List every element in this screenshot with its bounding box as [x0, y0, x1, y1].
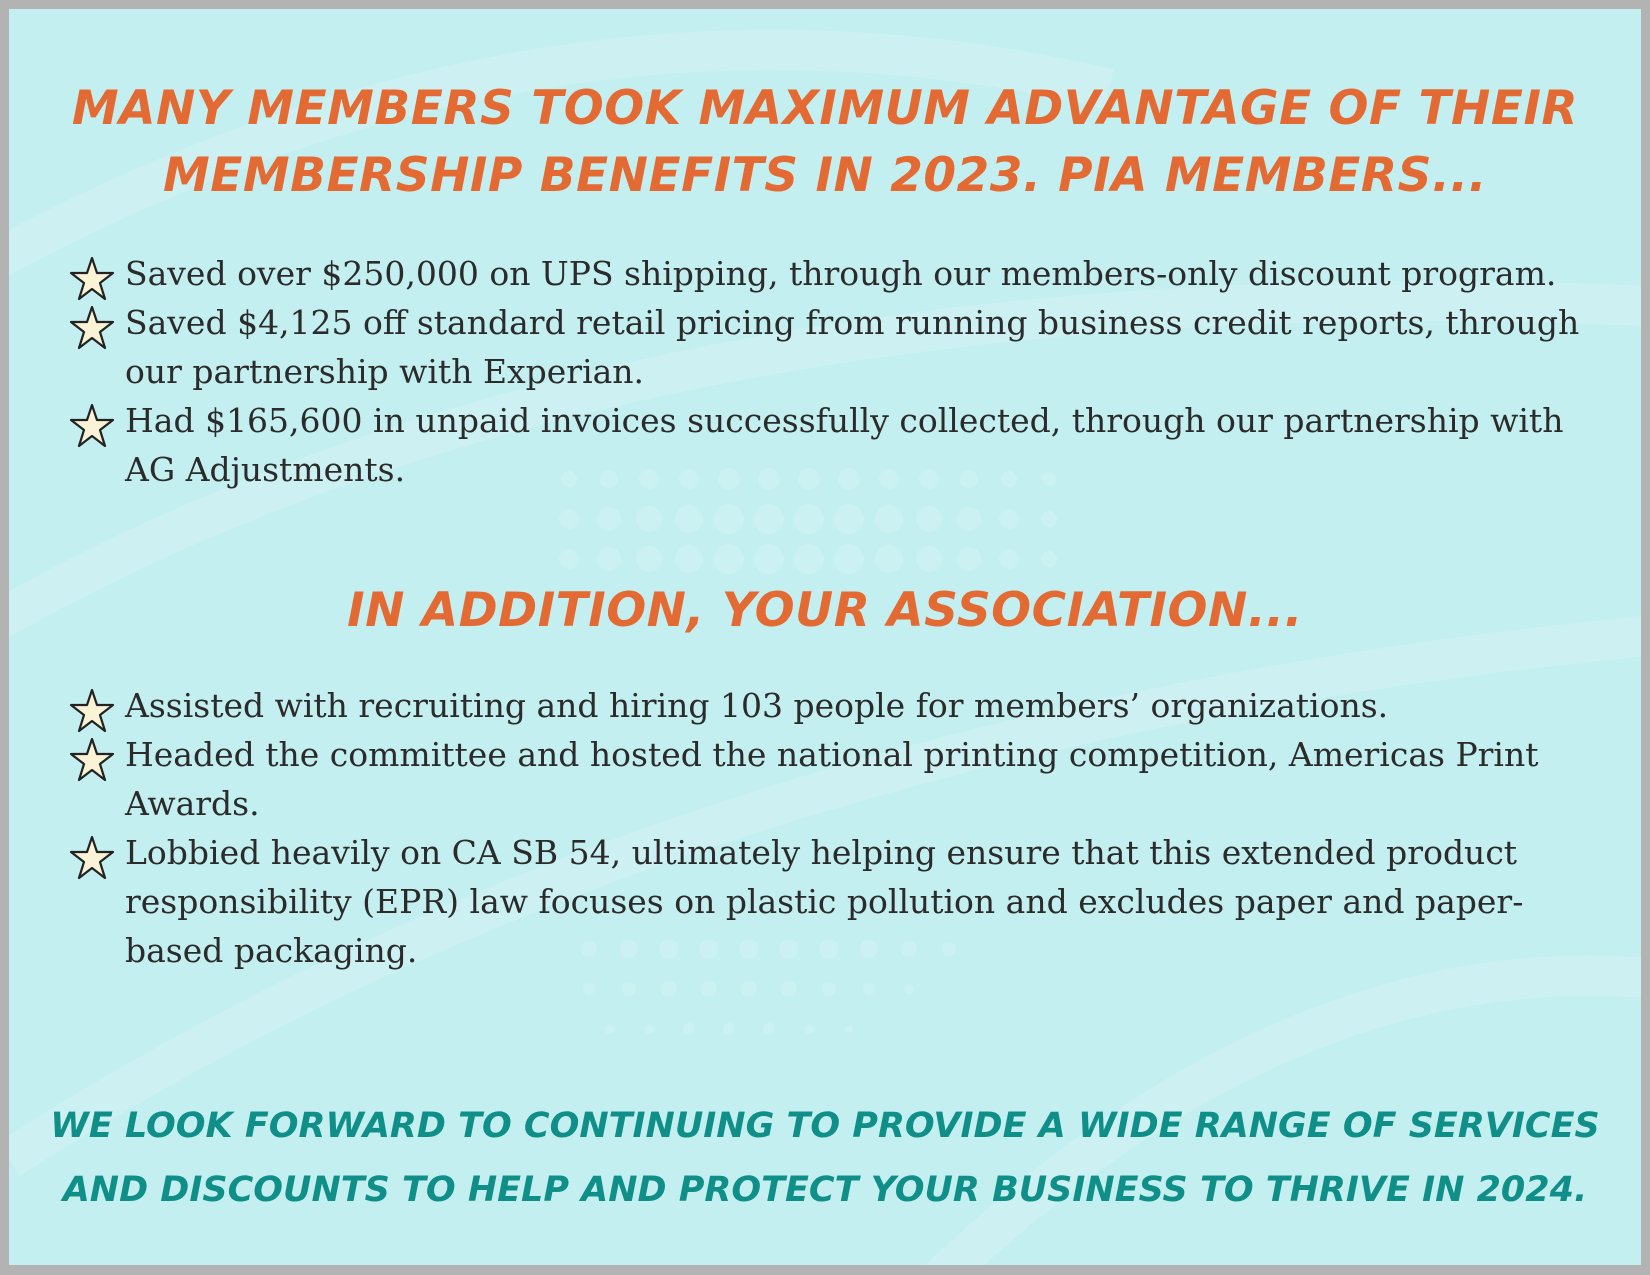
star-icon [69, 305, 115, 351]
association-text: Lobbied heavily on CA SB 54, ultimately helping ensure that this extended product responsibility (EPR) law focuses on plastic pollution and excludes paper and paper-based packaging. [125, 833, 1524, 970]
section-heading: IN ADDITION, YOUR ASSOCIATION... [347, 583, 1303, 638]
flyer-page [9, 9, 1641, 1265]
benefit-text: Had $165,600 in unpaid invoices successfully collected, through our partnership with AG Adjustments. [125, 401, 1564, 489]
list-item [65, 396, 1585, 494]
star-icon [69, 737, 115, 783]
list-item [65, 298, 1585, 396]
main-heading: MANY MEMBERS TOOK MAXIMUM ADVANTAGE OF THEIR MEMBERSHIP BENEFITS IN 2023. PIA MEMBERS... [71, 81, 1579, 203]
benefit-text: Saved $4,125 off standard retail pricing from running business credit reports, through our partnership with Experian. [125, 303, 1580, 391]
flyer-content [9, 9, 1641, 1265]
star-icon [69, 688, 115, 734]
closing-statement: WE LOOK FORWARD TO CONTINUING TO PROVIDE A WIDE RANGE OF SERVICES AND DISCOUNTS TO HELP AND PROTECT YOUR BUSINESS TO THRIVE IN 2024. [50, 1106, 1600, 1210]
benefits-list [65, 249, 1585, 494]
association-list [65, 681, 1585, 975]
list-item [65, 681, 1585, 730]
list-item [65, 730, 1585, 828]
star-icon [69, 256, 115, 302]
association-text: Assisted with recruiting and hiring 103 people for members’ organizations. [125, 686, 1389, 725]
benefit-text: Saved over $250,000 on UPS shipping, through our members-only discount program. [125, 254, 1557, 293]
list-item [65, 249, 1585, 298]
star-icon [69, 403, 115, 449]
list-item [65, 828, 1585, 975]
star-icon [69, 835, 115, 881]
association-text: Headed the committee and hosted the national printing competition, Americas Print Awards. [125, 735, 1539, 823]
